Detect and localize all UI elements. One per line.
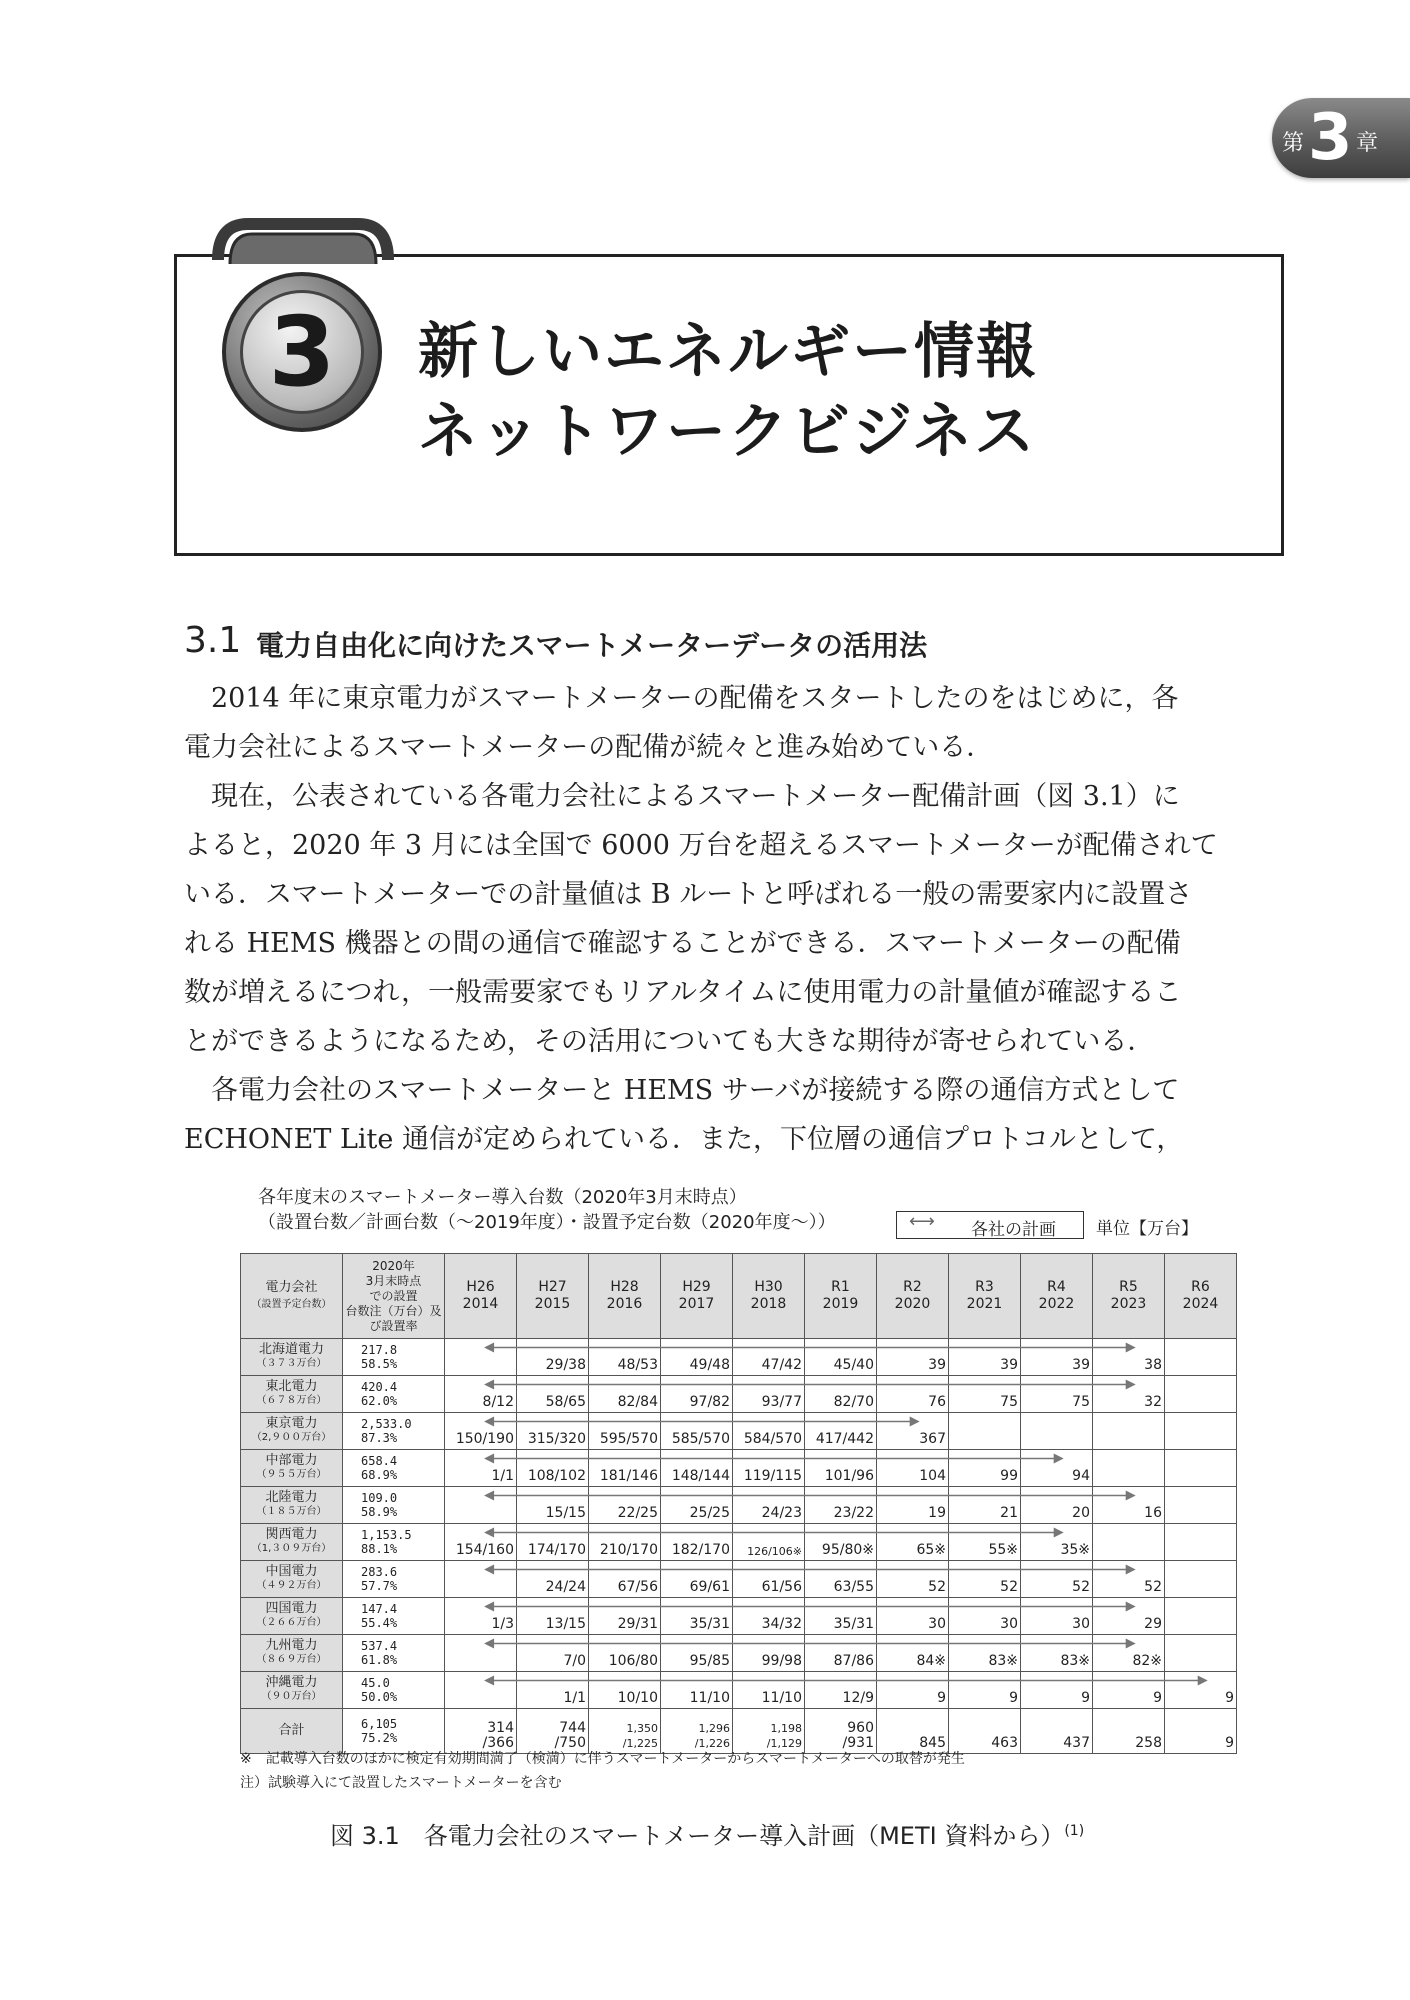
- installed-count: 1,153.5: [361, 1528, 412, 1542]
- value-cell: 9: [1093, 1672, 1165, 1709]
- rate-cell: [343, 1598, 445, 1635]
- value-cell: [1165, 1635, 1237, 1672]
- value-cell: 82※: [1093, 1635, 1165, 1672]
- value-cell: [1093, 1413, 1165, 1450]
- company-name: 北陸電力: [265, 1490, 318, 1505]
- data-table: [240, 1253, 1237, 1754]
- total-value-bottom: /1,129: [766, 1737, 802, 1750]
- header-company: [241, 1254, 343, 1339]
- figure-caption-ref: (1): [1064, 1823, 1085, 1839]
- value-cell: 52: [877, 1561, 949, 1598]
- value-cell: 13/15: [517, 1598, 589, 1635]
- body-line: 各電力会社のスマートメーターと HEMS サーバが接続する際の通信方式として: [184, 1075, 1180, 1106]
- footnote-1: ※ 記載導入台数のほかに検定有効期間満了（検満）に伴うスマートメーターからスマートメーターへの取替が発生: [240, 1751, 965, 1767]
- body-line: とができるようになるため，その活用についても大きな期待が寄せられている．: [184, 1026, 1155, 1057]
- total-label: 合計: [241, 1709, 343, 1754]
- company-name: 東京電力: [265, 1416, 318, 1431]
- value-cell: 52: [1021, 1561, 1093, 1598]
- company-cell: [241, 1561, 343, 1598]
- value-cell: 24/24: [517, 1561, 589, 1598]
- value-cell: 29: [1093, 1598, 1165, 1635]
- value-cell: 95/85: [661, 1635, 733, 1672]
- company-cell: [241, 1413, 343, 1450]
- value-cell: 65※: [877, 1524, 949, 1561]
- chapter-number: 3: [1308, 101, 1353, 175]
- legend-box: [896, 1211, 1084, 1239]
- total-value-top: 1,350: [626, 1722, 658, 1735]
- value-cell: [1093, 1450, 1165, 1487]
- smart-meter-table: [240, 1253, 1237, 1754]
- value-cell: 119/115: [733, 1450, 805, 1487]
- header-era: H29: [682, 1279, 711, 1295]
- header-year: [949, 1254, 1021, 1339]
- value-cell: 75: [949, 1376, 1021, 1413]
- value-cell: 10/10: [589, 1672, 661, 1709]
- value-cell: 34/32: [733, 1598, 805, 1635]
- total-value-bottom: /931: [842, 1735, 874, 1751]
- header-rate: 2020年 3月末時点 での設置 台数注（万台）及 び設置率: [343, 1254, 445, 1339]
- value-cell: 101/96: [805, 1450, 877, 1487]
- company-planned: （９５５万台）: [256, 1469, 327, 1480]
- installed-count: 537.4: [361, 1639, 398, 1653]
- value-cell: 55※: [949, 1524, 1021, 1561]
- figure-caption-text: 図 3.1 各電力会社のスマートメーター導入計画（METI 資料から）: [330, 1822, 1065, 1850]
- total-value-bottom: /750: [554, 1735, 586, 1751]
- company-name: 四国電力: [265, 1601, 318, 1616]
- value-cell: 108/102: [517, 1450, 589, 1487]
- total-rate: 75.2%: [361, 1731, 398, 1745]
- value-cell: 95/80※: [805, 1524, 877, 1561]
- value-cell: 38: [1093, 1339, 1165, 1376]
- value-cell: 35/31: [805, 1598, 877, 1635]
- value-cell: 11/10: [661, 1672, 733, 1709]
- value-cell: 20: [1021, 1487, 1093, 1524]
- value-cell: 29/38: [517, 1339, 589, 1376]
- table-row: [241, 1487, 1237, 1524]
- header-era: R5: [1119, 1279, 1138, 1295]
- value-cell: [445, 1487, 517, 1524]
- installed-count: 45.0: [361, 1676, 390, 1690]
- value-cell: 87/86: [805, 1635, 877, 1672]
- section-title: 電力自由化に向けたスマートメーターデータの活用法: [256, 629, 928, 662]
- figure-heading-line1: 各年度末のスマートメーター導入台数（2020年3月末時点）: [258, 1187, 747, 1208]
- value-cell: 585/570: [661, 1413, 733, 1450]
- chapter-title-line2: ネットワークビジネス: [418, 397, 1037, 467]
- installed-rate: 58.9%: [361, 1505, 398, 1519]
- value-cell: 69/61: [661, 1561, 733, 1598]
- value-cell: 24/23: [733, 1487, 805, 1524]
- total-value-cell: [1165, 1709, 1237, 1754]
- body-line: よると，2020 年 3 月には全国で 6000 万台を超えるスマートメーターが配備されて: [184, 830, 1218, 861]
- value-cell: [1165, 1450, 1237, 1487]
- value-cell: 19: [877, 1487, 949, 1524]
- value-cell: 9: [1021, 1672, 1093, 1709]
- value-cell: 76: [877, 1376, 949, 1413]
- total-value-bottom: /366: [482, 1735, 514, 1751]
- value-cell: 154/160: [445, 1524, 517, 1561]
- header-year-number: 2019: [822, 1296, 859, 1312]
- total-value-bottom: 9: [1225, 1735, 1234, 1751]
- total-value-cell: [661, 1709, 733, 1754]
- total-count: 6,105: [361, 1717, 398, 1731]
- value-cell: [445, 1635, 517, 1672]
- header-era: R3: [975, 1279, 994, 1295]
- company-cell: [241, 1450, 343, 1487]
- value-cell: 83※: [1021, 1635, 1093, 1672]
- value-cell: 16: [1093, 1487, 1165, 1524]
- company-cell: [241, 1672, 343, 1709]
- chapter-tab: [1272, 98, 1410, 178]
- figure-heading-line2: （設置台数／計画台数（～2019年度）・設置予定台数（2020年度～））: [258, 1212, 836, 1233]
- value-cell: 45/40: [805, 1339, 877, 1376]
- company-name: 九州電力: [265, 1638, 318, 1653]
- value-cell: 32: [1093, 1376, 1165, 1413]
- header-year: [445, 1254, 517, 1339]
- table-row: [241, 1672, 1237, 1709]
- header-era: H26: [466, 1279, 495, 1295]
- company-planned: （2,９００万台）: [251, 1432, 332, 1443]
- total-row: [241, 1709, 1237, 1754]
- header-era: R2: [903, 1279, 922, 1295]
- value-cell: 181/146: [589, 1450, 661, 1487]
- body-line: ECHONET Lite 通信が定められている．また，下位層の通信プロトコルとして，: [184, 1124, 1184, 1155]
- value-cell: 23/22: [805, 1487, 877, 1524]
- company-planned: （１８５万台）: [256, 1506, 327, 1517]
- company-planned: （４９２万台）: [256, 1580, 327, 1591]
- company-cell: [241, 1598, 343, 1635]
- body-line: 2014 年に東京電力がスマートメーターの配備をスタートしたのをはじめに，各: [184, 683, 1179, 714]
- total-rate-cell: [343, 1709, 445, 1754]
- company-cell: [241, 1339, 343, 1376]
- value-cell: 82/70: [805, 1376, 877, 1413]
- value-cell: 22/25: [589, 1487, 661, 1524]
- company-cell: [241, 1635, 343, 1672]
- chapter-suffix: 章: [1356, 131, 1379, 156]
- header-era: R6: [1191, 1279, 1210, 1295]
- installed-rate: 50.0%: [361, 1690, 398, 1704]
- company-name: 中国電力: [265, 1564, 318, 1579]
- rate-cell: [343, 1672, 445, 1709]
- total-value-top: 314: [487, 1720, 514, 1736]
- header-year: [589, 1254, 661, 1339]
- header-year-number: 2022: [1038, 1296, 1075, 1312]
- value-cell: 1/1: [445, 1450, 517, 1487]
- company-planned: （３７３万台）: [256, 1358, 327, 1369]
- company-planned: （1,３０９万台）: [251, 1543, 332, 1554]
- header-year: [661, 1254, 733, 1339]
- rate-cell: [343, 1487, 445, 1524]
- value-cell: 52: [949, 1561, 1021, 1598]
- header-year: [733, 1254, 805, 1339]
- section-number-badge: [222, 272, 382, 432]
- value-cell: 182/170: [661, 1524, 733, 1561]
- body-line: 電力会社によるスマートメーターの配備が続々と進み始めている．: [184, 732, 994, 763]
- table-row: [241, 1635, 1237, 1672]
- total-value-cell: [805, 1709, 877, 1754]
- value-cell: 30: [877, 1598, 949, 1635]
- value-cell: 39: [877, 1339, 949, 1376]
- value-cell: 315/320: [517, 1413, 589, 1450]
- value-cell: 52: [1093, 1561, 1165, 1598]
- header-era: H30: [754, 1279, 783, 1295]
- company-cell: [241, 1524, 343, 1561]
- value-cell: 106/80: [589, 1635, 661, 1672]
- header-era: R4: [1047, 1279, 1066, 1295]
- rate-cell: [343, 1561, 445, 1598]
- header-year-number: 2023: [1110, 1296, 1147, 1312]
- header-year-number: 2020: [894, 1296, 931, 1312]
- header-year: [1021, 1254, 1093, 1339]
- table-row: [241, 1561, 1237, 1598]
- legend-label: 各社の計画: [971, 1220, 1056, 1240]
- header-era: R1: [831, 1279, 850, 1295]
- value-cell: 9: [877, 1672, 949, 1709]
- company-planned: （２６６万台）: [256, 1617, 327, 1628]
- total-value-cell: [1021, 1709, 1093, 1754]
- chapter-title: [418, 312, 1038, 472]
- company-planned: （９０万台）: [261, 1691, 322, 1702]
- value-cell: [1021, 1413, 1093, 1450]
- figure-caption: [330, 1816, 1084, 1851]
- value-cell: 11/10: [733, 1672, 805, 1709]
- section-number: 3.1: [184, 620, 242, 661]
- value-cell: 174/170: [517, 1524, 589, 1561]
- total-value-bottom: 845: [919, 1735, 946, 1751]
- table-row: [241, 1524, 1237, 1561]
- header-year: [805, 1254, 877, 1339]
- value-cell: 84※: [877, 1635, 949, 1672]
- value-cell: 97/82: [661, 1376, 733, 1413]
- table-row: [241, 1413, 1237, 1450]
- value-cell: [1165, 1561, 1237, 1598]
- value-cell: [1165, 1598, 1237, 1635]
- value-cell: 21: [949, 1487, 1021, 1524]
- value-cell: 367: [877, 1413, 949, 1450]
- installed-count: 420.4: [361, 1380, 398, 1394]
- table-row: [241, 1376, 1237, 1413]
- installed-count: 147.4: [361, 1602, 398, 1616]
- value-cell: 30: [949, 1598, 1021, 1635]
- table-row: [241, 1598, 1237, 1635]
- installed-count: 658.4: [361, 1454, 398, 1468]
- value-cell: 7/0: [517, 1635, 589, 1672]
- total-value-cell: [877, 1709, 949, 1754]
- total-value-top: 960: [847, 1720, 874, 1736]
- value-cell: 83※: [949, 1635, 1021, 1672]
- unit-label: 単位【万台】: [1096, 1219, 1198, 1239]
- body-line: れる HEMS 機器との間の通信で確認することができる．スマートメーターの配備: [184, 928, 1181, 959]
- installed-count: 217.8: [361, 1343, 398, 1357]
- company-name: 関西電力: [265, 1527, 318, 1542]
- body-line: 数が増えるにつれ，一般需要家でもリアルタイムに使用電力の計量値が確認するこ: [184, 977, 1182, 1008]
- value-cell: 595/570: [589, 1413, 661, 1450]
- value-cell: 25/25: [661, 1487, 733, 1524]
- total-value-top: 744: [559, 1720, 586, 1736]
- value-cell: 15/15: [517, 1487, 589, 1524]
- installed-rate: 68.9%: [361, 1468, 398, 1482]
- installed-rate: 58.5%: [361, 1357, 398, 1371]
- company-planned: （８６９万台）: [256, 1654, 327, 1665]
- legend-arrow-icon: ⟷: [909, 1211, 935, 1232]
- total-value-bottom: 437: [1063, 1735, 1090, 1751]
- rate-cell: [343, 1339, 445, 1376]
- total-value-bottom: /1,226: [694, 1737, 730, 1750]
- value-cell: 126/106※: [733, 1524, 805, 1561]
- total-value-cell: [517, 1709, 589, 1754]
- body-line: 現在，公表されている各電力会社によるスマートメーター配備計画（図 3.1）に: [184, 781, 1180, 812]
- installed-rate: 88.1%: [361, 1542, 398, 1556]
- value-cell: [445, 1339, 517, 1376]
- value-cell: [1165, 1339, 1237, 1376]
- company-cell: [241, 1487, 343, 1524]
- installed-rate: 62.0%: [361, 1394, 398, 1408]
- value-cell: 48/53: [589, 1339, 661, 1376]
- installed-count: 283.6: [361, 1565, 398, 1579]
- value-cell: [1165, 1524, 1237, 1561]
- table-row: [241, 1450, 1237, 1487]
- header-year-number: 2021: [966, 1296, 1003, 1312]
- company-cell: [241, 1376, 343, 1413]
- installed-count: 109.0: [361, 1491, 398, 1505]
- value-cell: 63/55: [805, 1561, 877, 1598]
- total-value-top: 1,198: [770, 1722, 802, 1735]
- value-cell: [1165, 1413, 1237, 1450]
- total-value-top: 1,296: [698, 1722, 730, 1735]
- company-planned: （６７８万台）: [256, 1395, 327, 1406]
- header-era: H28: [610, 1279, 639, 1295]
- value-cell: 67/56: [589, 1561, 661, 1598]
- value-cell: 35※: [1021, 1524, 1093, 1561]
- value-cell: 93/77: [733, 1376, 805, 1413]
- table-row: [241, 1339, 1237, 1376]
- value-cell: 9: [1165, 1672, 1237, 1709]
- total-value-cell: [1093, 1709, 1165, 1754]
- value-cell: 82/84: [589, 1376, 661, 1413]
- header-year: [1093, 1254, 1165, 1339]
- body-line: いる．スマートメーターでの計量値は B ルートと呼ばれる一般の需要家内に設置さ: [184, 879, 1193, 910]
- chapter-title-line1: 新しいエネルギー情報: [418, 317, 1038, 387]
- header-era: H27: [538, 1279, 567, 1295]
- total-value-cell: [445, 1709, 517, 1754]
- value-cell: 75: [1021, 1376, 1093, 1413]
- header-company-sub: （設置予定台数）: [251, 1299, 332, 1310]
- header-year-number: 2018: [750, 1296, 787, 1312]
- header-year-number: 2014: [462, 1296, 499, 1312]
- value-cell: [1165, 1376, 1237, 1413]
- footnote-2: 注）試験導入にて設置したスマートメーターを含む: [240, 1775, 562, 1791]
- total-value-cell: [949, 1709, 1021, 1754]
- value-cell: 210/170: [589, 1524, 661, 1561]
- value-cell: 12/9: [805, 1672, 877, 1709]
- value-cell: 8/12: [445, 1376, 517, 1413]
- installed-rate: 61.8%: [361, 1653, 398, 1667]
- header-company-label: 電力会社: [265, 1280, 318, 1295]
- header-row: [241, 1254, 1237, 1339]
- badge-number: 3: [268, 296, 336, 408]
- value-cell: 104: [877, 1450, 949, 1487]
- value-cell: 35/31: [661, 1598, 733, 1635]
- header-year-number: 2016: [606, 1296, 643, 1312]
- value-cell: 47/42: [733, 1339, 805, 1376]
- rate-cell: [343, 1376, 445, 1413]
- rate-cell: [343, 1450, 445, 1487]
- value-cell: 39: [1021, 1339, 1093, 1376]
- value-cell: 29/31: [589, 1598, 661, 1635]
- value-cell: 99: [949, 1450, 1021, 1487]
- total-value-bottom: /1,225: [622, 1737, 658, 1750]
- rate-cell: [343, 1413, 445, 1450]
- value-cell: 94: [1021, 1450, 1093, 1487]
- header-year-number: 2024: [1182, 1296, 1219, 1312]
- body-text: [184, 674, 1280, 1164]
- value-cell: 61/56: [733, 1561, 805, 1598]
- installed-rate: 87.3%: [361, 1431, 398, 1445]
- installed-rate: 55.4%: [361, 1616, 398, 1630]
- company-name: 沖縄電力: [265, 1675, 318, 1690]
- value-cell: 9: [949, 1672, 1021, 1709]
- company-name: 東北電力: [265, 1379, 318, 1394]
- header-year: [877, 1254, 949, 1339]
- rate-cell: [343, 1635, 445, 1672]
- header-year: [1165, 1254, 1237, 1339]
- installed-count: 2,533.0: [361, 1417, 412, 1431]
- badge-inner: [240, 290, 364, 414]
- header-year-number: 2015: [534, 1296, 571, 1312]
- value-cell: 1/3: [445, 1598, 517, 1635]
- value-cell: 584/570: [733, 1413, 805, 1450]
- value-cell: 1/1: [517, 1672, 589, 1709]
- total-value-bottom: 258: [1135, 1735, 1162, 1751]
- value-cell: [1093, 1524, 1165, 1561]
- total-value-bottom: 463: [991, 1735, 1018, 1751]
- total-value-cell: [733, 1709, 805, 1754]
- value-cell: [1165, 1487, 1237, 1524]
- value-cell: 58/65: [517, 1376, 589, 1413]
- header-year-number: 2017: [678, 1296, 715, 1312]
- value-cell: 30: [1021, 1598, 1093, 1635]
- installed-rate: 57.7%: [361, 1579, 398, 1593]
- header-year: [517, 1254, 589, 1339]
- value-cell: [445, 1672, 517, 1709]
- value-cell: 150/190: [445, 1413, 517, 1450]
- rate-cell: [343, 1524, 445, 1561]
- value-cell: 417/442: [805, 1413, 877, 1450]
- value-cell: 39: [949, 1339, 1021, 1376]
- value-cell: 99/98: [733, 1635, 805, 1672]
- chapter-prefix: 第: [1282, 131, 1305, 156]
- value-cell: [949, 1413, 1021, 1450]
- value-cell: 148/144: [661, 1450, 733, 1487]
- company-name: 中部電力: [265, 1453, 318, 1468]
- value-cell: 49/48: [661, 1339, 733, 1376]
- value-cell: [445, 1561, 517, 1598]
- total-value-cell: [589, 1709, 661, 1754]
- company-name: 北海道電力: [258, 1342, 324, 1357]
